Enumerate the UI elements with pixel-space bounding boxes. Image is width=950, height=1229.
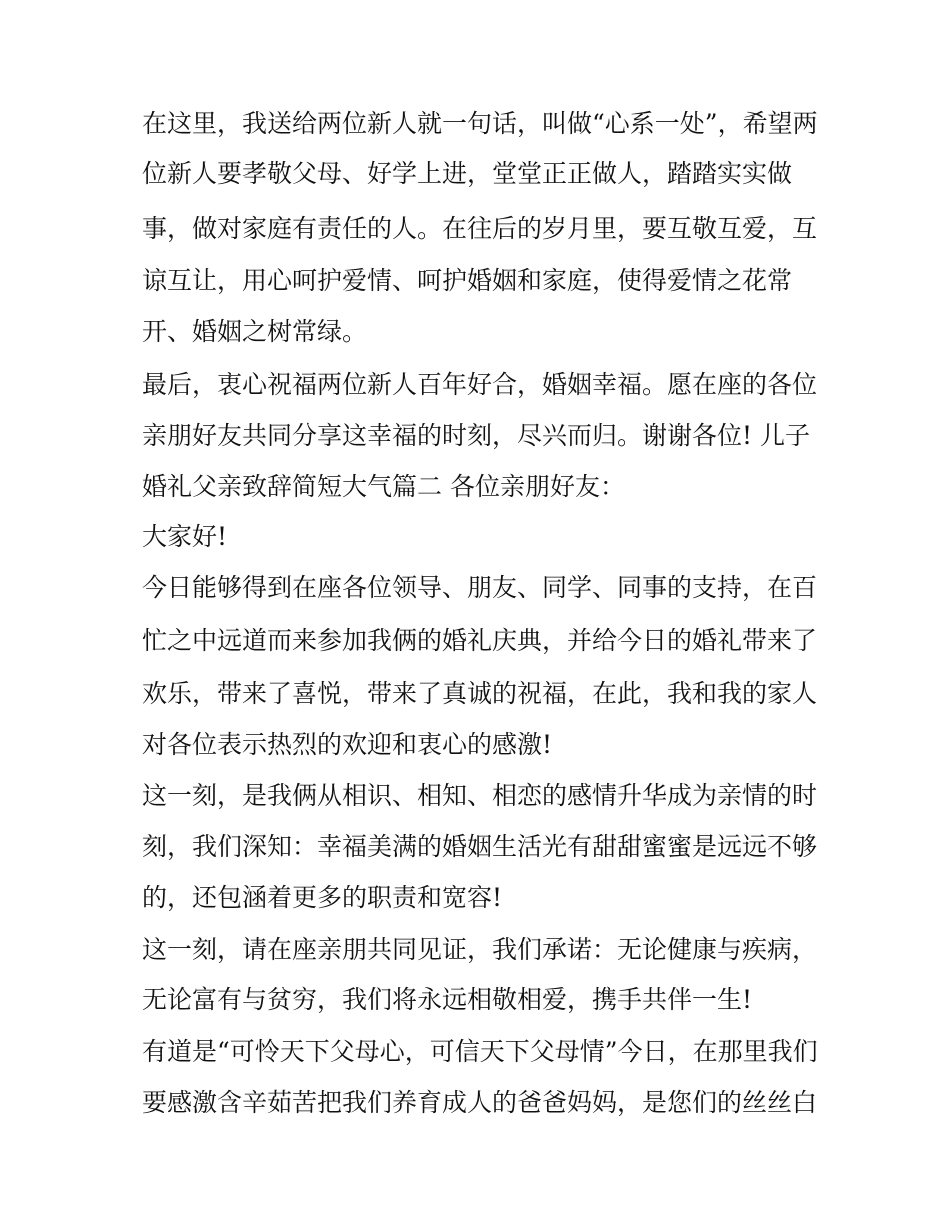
text-line: 位新人要孝敬父母、好学上进，堂堂正正做人，踏踏实实做: [142, 159, 793, 188]
text-line: 今日能够得到在座各位领导、朋友、同学、同事的支持，在百: [142, 573, 818, 602]
text-line: 欢乐，带来了喜悦，带来了真诚的祝福，在此，我和我的家人: [142, 679, 818, 708]
text-line: 在这里，我送给两位新人就一句话，叫做“心系一处”，希望两: [142, 109, 818, 138]
text-line: 亲朋好友共同分享这幸福的时刻，尽兴而归。谢谢各位! 儿子: [142, 421, 810, 450]
text-line: 无论富有与贫穷，我们将永远相敬相爱，携手共伴一生!: [142, 985, 753, 1014]
text-line: 这一刻，是我俩从相识、相知、相恋的感情升华成为亲情的时: [142, 781, 818, 810]
text-line: 婚礼父亲致辞简短大气篇二 各位亲朋好友：: [142, 472, 625, 501]
text-line: 忙之中远道而来参加我俩的婚礼庆典，并给今日的婚礼带来了: [142, 626, 818, 655]
text-line: 谅互让，用心呵护爱情、呵护婚姻和家庭，使得爱情之花常: [142, 266, 793, 295]
text-line: 有道是“可怜天下父母心，可信天下父母情”今日，在那里我们: [142, 1037, 818, 1066]
text-line: 开、婚姻之树常绿。: [142, 317, 368, 346]
text-line: 这一刻，请在座亲朋共同见证，我们承诺：无论健康与疾病，: [142, 935, 818, 964]
text-line: 最后，衷心祝福两位新人百年好合，婚姻幸福。愿在座的各位: [142, 370, 818, 399]
text-line: 大家好!: [142, 522, 228, 551]
text-line: 要感激含辛茹苦把我们养育成人的爸爸妈妈，是您们的丝丝白: [142, 1088, 818, 1117]
text-line: 事，做对家庭有责任的人。在往后的岁月里，要互敬互爱，互: [142, 214, 818, 243]
text-line: 对各位表示热烈的欢迎和衷心的感激!: [142, 730, 553, 759]
text-line: 的，还包涵着更多的职责和宽容!: [142, 883, 503, 912]
text-line: 刻，我们深知：幸福美满的婚姻生活光有甜甜蜜蜜是远远不够: [142, 832, 818, 861]
